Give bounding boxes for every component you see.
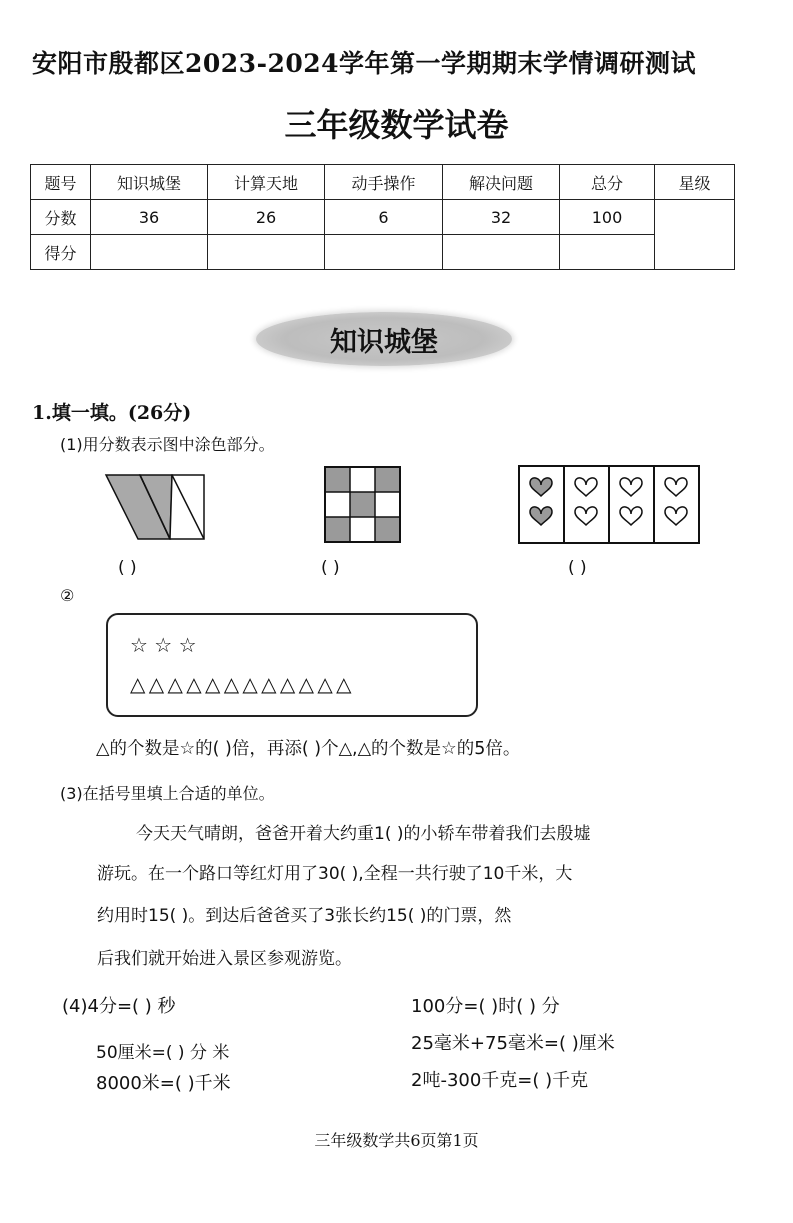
table-row [31, 235, 735, 270]
table-cell: 100 [560, 200, 655, 235]
conversion-item: 100分=( )时( ) 分 [411, 996, 560, 1017]
part3-label: (3)在括号里填上合适的单位。 [60, 784, 275, 803]
table-cell: 32 [443, 200, 560, 235]
score-input-cell[interactable] [560, 235, 655, 270]
triangles-row: △ △ △ △ △ △ △ △ △ △ △ △ [130, 672, 351, 696]
heart-icon [665, 478, 687, 496]
table-cell: 动手操作 [325, 165, 443, 200]
shapes-box [106, 613, 478, 717]
table-row [31, 200, 735, 235]
table-cell: 6 [325, 200, 443, 235]
heart-icon [575, 507, 597, 525]
score-input-cell[interactable] [208, 235, 325, 270]
answer-blank[interactable]: ( ) [321, 558, 340, 578]
table-cell: 知识城堡 [91, 165, 208, 200]
heart-icon [530, 507, 552, 525]
heart-icon [665, 507, 687, 525]
hearts-figure [518, 465, 700, 545]
part1-label: (1)用分数表示图中涂色部分。 [60, 435, 275, 454]
star-rating-cell[interactable] [655, 200, 735, 270]
conversion-item: (4)4分=( ) 秒 [62, 996, 176, 1017]
table-cell: 星级 [655, 165, 735, 200]
answer-blank[interactable]: ( ) [118, 558, 137, 578]
part3-line: 今天天气晴朗，爸爸开着大约重1( )的小轿车带着我们去殷墟 [136, 824, 591, 844]
part2-label: ② [60, 586, 75, 605]
table-cell: 解决问题 [443, 165, 560, 200]
score-input-cell[interactable] [443, 235, 560, 270]
part3-line: 后我们就开始进入景区参观游览。 [97, 949, 352, 969]
exam-title: 安阳市殷都区2023-2024学年第一学期期末学情调研测试 [32, 49, 697, 78]
table-row [31, 165, 735, 200]
heart-icon [530, 478, 552, 496]
parallelogram-figure [104, 473, 208, 541]
table-cell: 分数 [31, 200, 91, 235]
table-cell: 36 [91, 200, 208, 235]
score-table [30, 164, 735, 270]
score-input-cell[interactable] [91, 235, 208, 270]
part2-sentence: △的个数是☆的( )倍，再添( )个△,△的个数是☆的5倍。 [96, 739, 521, 759]
heart-icon [575, 478, 597, 496]
table-cell: 得分 [31, 235, 91, 270]
table-cell: 计算天地 [208, 165, 325, 200]
conversion-item: 2吨-300千克=( )千克 [411, 1070, 589, 1091]
part3-line: 游玩。在一个路口等红灯用了30( ),全程一共行驶了10千米，大 [97, 864, 573, 884]
table-cell: 26 [208, 200, 325, 235]
page-footer: 三年级数学共6页第1页 [314, 1131, 479, 1150]
part3-line: 约用时15( )。到达后爸爸买了3张长约15( )的门票，然 [97, 906, 512, 926]
section-banner-label: 知识城堡 [330, 326, 438, 358]
answer-blank[interactable]: ( ) [568, 558, 587, 578]
heart-icon [620, 478, 642, 496]
exam-subtitle: 三年级数学试卷 [284, 106, 509, 144]
conversion-item: 25毫米+75毫米=( )厘米 [411, 1033, 615, 1054]
section-banner [256, 312, 512, 366]
heart-icon [620, 507, 642, 525]
table-cell: 题号 [31, 165, 91, 200]
conversion-item: 50厘米=( ) 分 米 [96, 1043, 230, 1063]
conversion-item: 8000米=( )千米 [96, 1073, 231, 1094]
question-heading: 1.填一填。(26分) [32, 402, 192, 424]
stars-row: ☆ ☆ ☆ [130, 633, 197, 657]
score-input-cell[interactable] [325, 235, 443, 270]
checker-grid-figure [324, 466, 402, 544]
table-cell: 总分 [560, 165, 655, 200]
